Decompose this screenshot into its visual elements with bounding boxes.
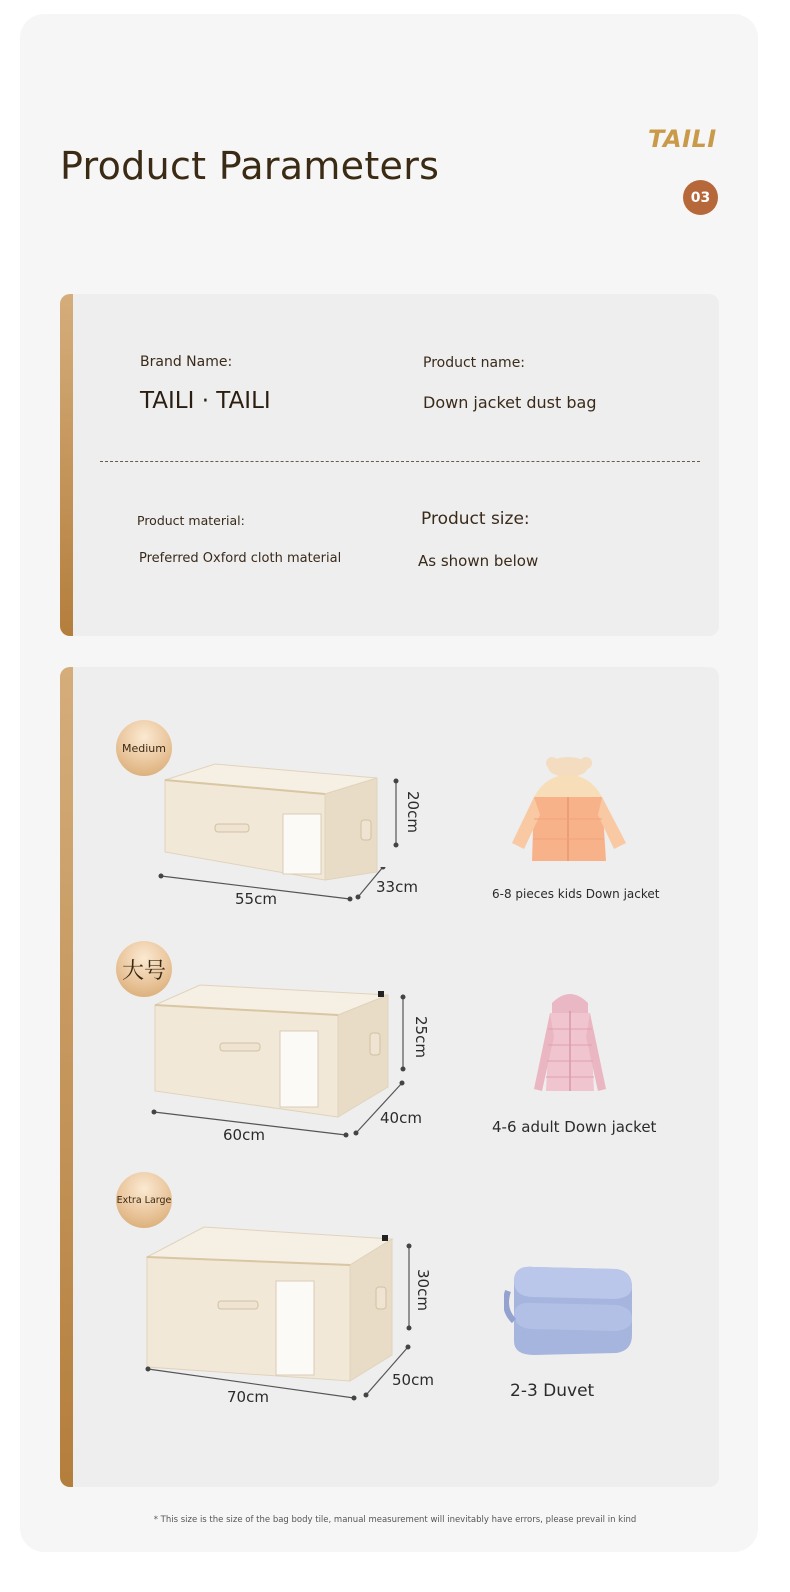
product-name-value: Down jacket dust bag [423,393,597,412]
page-number-badge: 03 [683,180,718,215]
material-value: Preferred Oxford cloth material [139,551,342,566]
capacity-label: 4-6 adult Down jacket [492,1118,657,1136]
depth-label: 50cm [392,1371,434,1389]
brand-name-label: Brand Name: [140,354,233,370]
size-badge-extra-large [116,1172,172,1228]
height-label: 30cm [414,1269,432,1311]
material-label: Product material: [137,513,245,528]
depth-label: 33cm [376,878,418,896]
height-label: 25cm [412,1016,430,1058]
size-badge-label: Medium [122,741,166,755]
depth-label: 40cm [380,1109,422,1127]
panel-accent-bar [60,294,73,636]
height-label: 20cm [404,791,422,833]
capacity-label: 6-8 pieces kids Down jacket [492,887,660,901]
brand-name-value: TAILI · TAILI [140,388,271,414]
adult-jacket-icon [530,985,610,1097]
width-label: 70cm [227,1388,269,1406]
kids-jacket-icon [506,757,636,869]
width-label: 60cm [223,1126,265,1144]
size-footnote: * This size is the size of the bag body tile, manual measurement will inevitably have errors, please prevail in kind [153,1515,637,1525]
duvet-icon [504,1261,638,1361]
size-label: Product size: [421,509,530,529]
dimension-line-height-medium [390,777,402,857]
dashed-divider [100,461,700,462]
sizes-panel [60,667,719,1487]
dimension-line-height-large [397,993,409,1075]
panel-accent-bar [60,667,73,1487]
width-label: 55cm [235,890,277,908]
size-badge-label: Extra Large [116,1194,172,1206]
page-title: Product Parameters [60,144,440,188]
product-name-label: Product name: [423,355,526,371]
size-badge-label: 大号 [121,958,166,984]
size-value: As shown below [418,552,539,570]
dimension-lines-large [148,1075,410,1139]
product-parameters-panel [60,294,719,636]
brand-logo: TAILI [648,125,717,153]
dimension-lines-extra-large [142,1337,414,1403]
capacity-label: 2-3 Duvet [510,1381,595,1401]
